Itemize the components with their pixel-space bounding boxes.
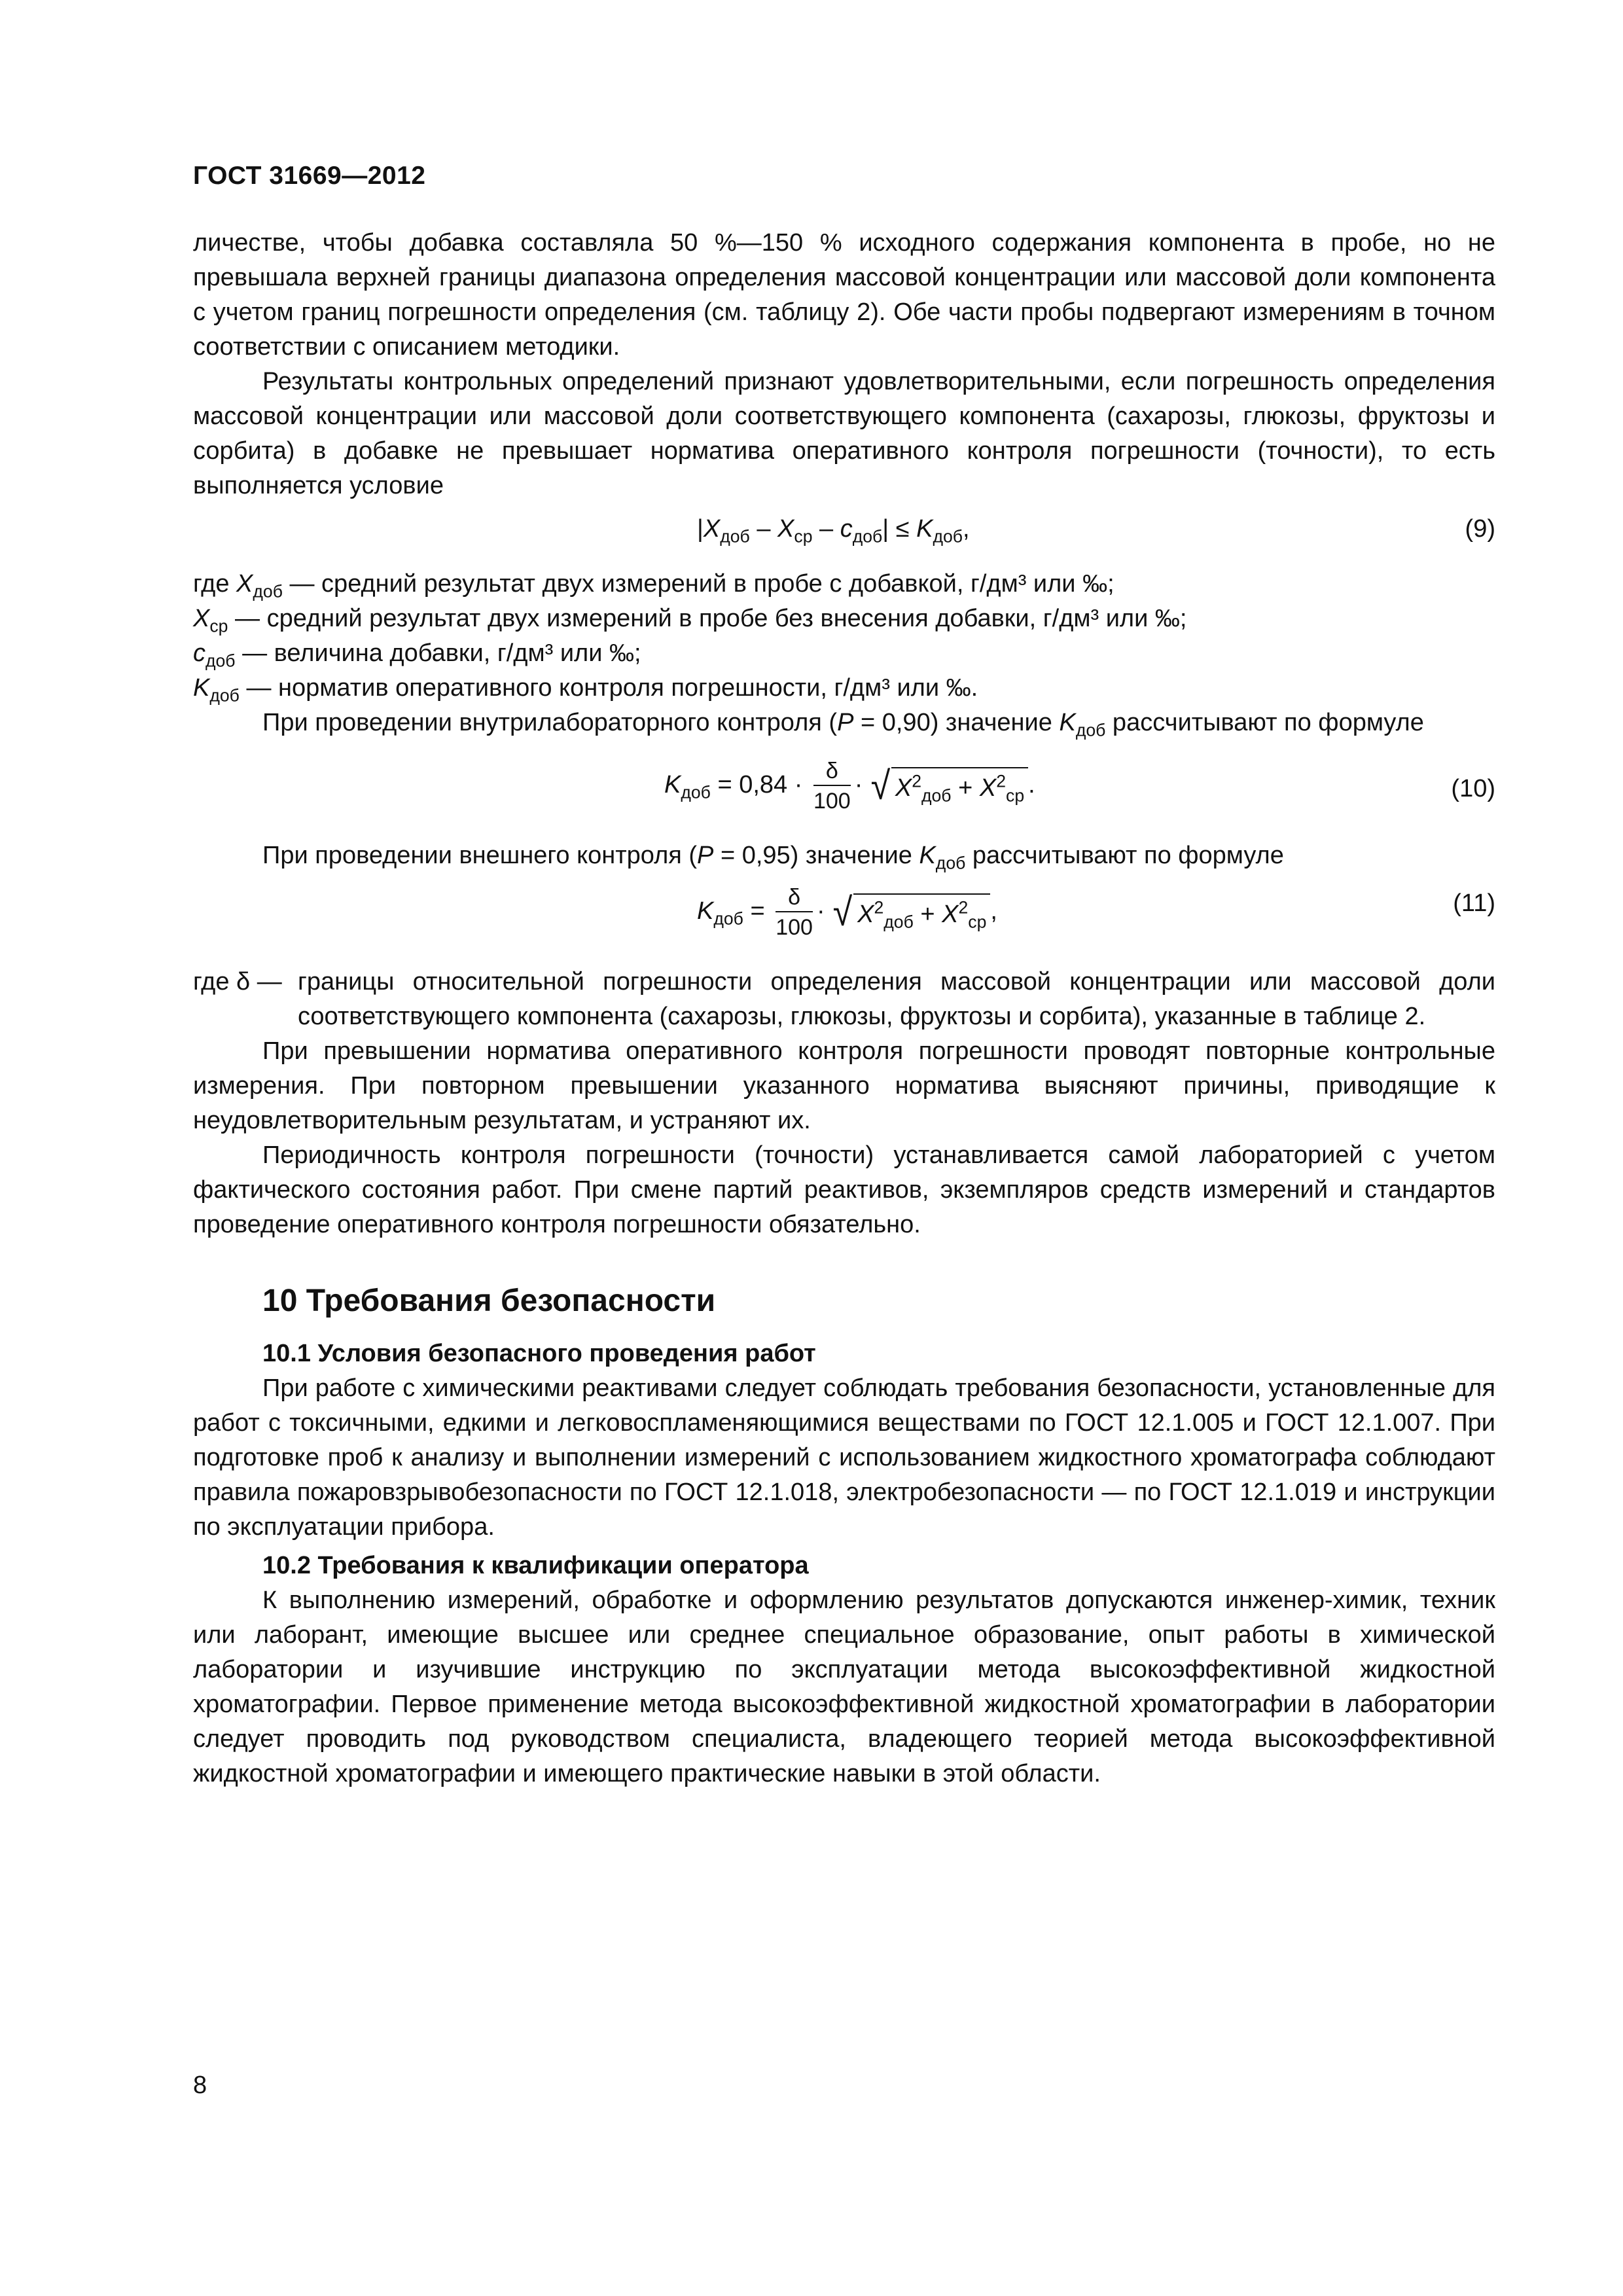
- variable-definitions: [193, 567, 1495, 706]
- square-root: √ $X^2_{доб} + X^2_{ср}$: [832, 893, 990, 932]
- equation-10: [193, 760, 1495, 825]
- subsection-10-1-text: При работе с химическими реактивами следует соблюдать требования безопасности, установленные для работ с токсичными, едкими и легковоспламеняющимися веществами по ГОСТ 12.1.005 и ГОСТ 12.1.007. При подготовке проб к анализу и выполнении измерений с использованием жидкостного хроматографа соблюдают правила пожаровзрывобезопасности по ГОСТ 12.1.018, электробезопасности — по ГОСТ 12.1.019 и инструкции по эксплуатации прибора.: [193, 1374, 1495, 1541]
- equation-11: [193, 886, 1495, 952]
- definition-delta-text: границы относительной погрешности определения массовой концентрации или массовой доли соответствующего компонента (сахарозы, глюкозы, фруктозы и сорбита), указанные в таблице 2.: [298, 968, 1495, 1030]
- document-header: ГОСТ 31669—2012: [193, 162, 426, 190]
- equation-10-number: (10): [1451, 775, 1495, 802]
- section-10-heading: 10 Требования безопасности: [262, 1283, 716, 1318]
- definition-x-sr: $X_{ср}$ — средний результат двух измерений в пробе без внесения добавки, г/дм³ или ‰;: [193, 605, 1187, 636]
- page-content: [193, 226, 1495, 1791]
- definition-x-dob: где $X_{доб}$ — средний результат двух измерений в пробе с добавкой, г/дм³ или ‰;: [193, 570, 1115, 601]
- definition-c-dob: $с_{доб}$ — величина добавки, г/дм³ или ‰;: [193, 639, 641, 671]
- page-number: 8: [193, 2072, 207, 2099]
- subsection-10-2-text: К выполнению измерений, обработке и оформлению результатов допускаются инженер-химик, техник или лаборант, имеющие высшее или среднее специальное образование, опыт работы в химической лаборатории и изучившие инструкцию по эксплуатации метода высокоэффективной жидкостной хроматографии. Первое применение метода высокоэффективной жидкостной хроматографии в лаборатории следует проводить под руководством специалиста, владеющего теорией метода высокоэффективной жидкостной хроматографии и имеющего практические навыки в этой области.: [193, 1587, 1495, 1787]
- paragraph-repeat-measurements: При превышении норматива оперативного контроля погрешности проводят повторные контрольные измерения. При повторном превышении указанного норматива выясняют причины, приводящие к неудовлетворительным результатам, и устраняют их.: [193, 1037, 1495, 1134]
- equation-9-formula: $|X_{доб} - X_{ср} - с_{доб}| \le K_{доб}$,: [697, 515, 970, 547]
- paragraph-control-periodicity: Периодичность контроля погрешности (точности) устанавливается самой лабораторией с учетом фактического состояния работ. При смене партий реактивов, экземпляров средств измерений и стандартов проведение оперативного контроля погрешности обязательно.: [193, 1141, 1495, 1238]
- fraction-delta-100: $\frac{\delta}{100}$: [813, 759, 851, 814]
- subsection-10-2-heading: 10.2 Требования к квалификации оператора: [262, 1552, 809, 1579]
- equation-11-formula: $K_{доб}$ = $\frac{\delta}{100}$ · √ $X^2_{доб} + X^2_{ср}$ ,: [697, 885, 997, 940]
- paragraph-internal-control: При проведении внутрилабораторного контроля (P = 0,90) значение $K_{доб}$ рассчитывают по формуле: [262, 709, 1424, 740]
- paragraph-control-results: Результаты контрольных определений признают удовлетворительными, если погрешность определения массовой концентрации или массовой доли соответствующего компонента (сахарозы, глюкозы, фруктозы и сорбита) в добавке не превышает норматива оперативного контроля погрешности (точности), то есть выполняется условие: [193, 368, 1495, 499]
- paragraph-external-control: При проведении внешнего контроля (P = 0,95) значение $K_{доб}$ рассчитывают по формуле: [262, 842, 1284, 873]
- equation-9-number: (9): [1465, 515, 1495, 543]
- definition-k-dob: $K_{доб}$ — норматив оперативного контроля погрешности, г/дм³ или ‰.: [193, 674, 978, 706]
- definition-delta: [193, 965, 1495, 1034]
- definition-delta-label: где δ —: [193, 968, 282, 996]
- equation-11-number: (11): [1453, 889, 1495, 917]
- equation-10-formula: $K_{доб} = 0,84$ · $\frac{\delta}{100}$ · √ $X^2_{доб} + X^2_{ср}$ .: [664, 759, 1035, 814]
- paragraph-continuation: личестве, чтобы добавка составляла 50 %—150 % исходного содержания компонента в пробе, но не превышала верхней границы диапазона определения массовой концентрации или массовой доли компонента с учетом границ погрешности определения (см. таблицу 2). Обе части пробы подвергают измерениям в точном соответствии с описанием методики.: [193, 229, 1495, 361]
- fraction-delta-100: $\frac{\delta}{100}$: [776, 885, 813, 940]
- subsection-10-1-heading: 10.1 Условия безопасного проведения работ: [262, 1340, 816, 1367]
- square-root: √ $X^2_{доб} + X^2_{ср}$: [870, 766, 1028, 806]
- equation-9: [193, 512, 1495, 555]
